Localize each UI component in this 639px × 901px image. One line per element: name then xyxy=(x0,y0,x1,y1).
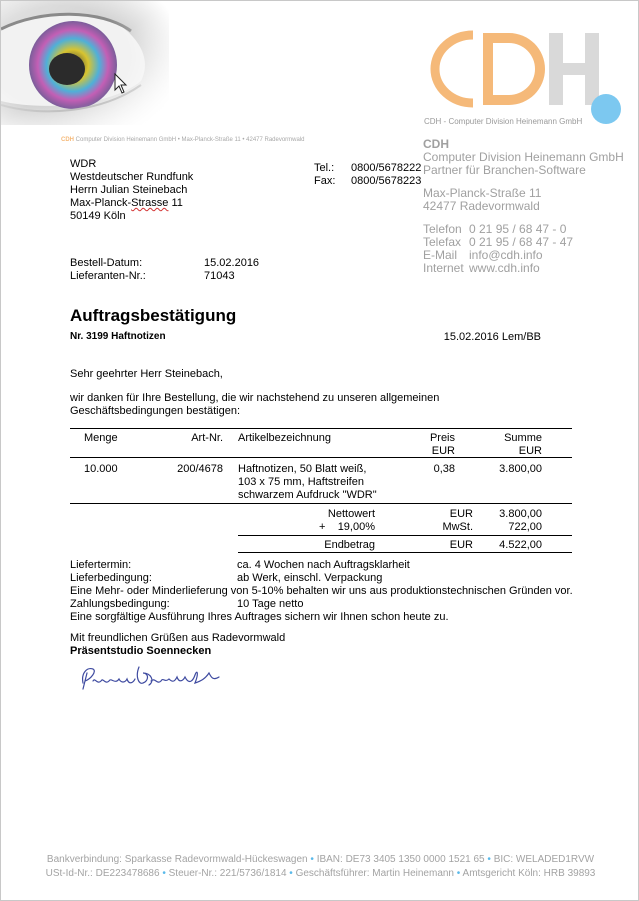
net-currency: EUR xyxy=(449,508,473,520)
vat-value: 722,00 xyxy=(508,521,542,533)
document-date-reference: 15.02.2016 Lem/BB xyxy=(443,331,541,343)
recipient-line1: WDR xyxy=(70,158,97,170)
company-city: 42477 Radevormwald xyxy=(423,199,540,213)
condition-value: ab Werk, einschl. Verpackung xyxy=(237,572,383,584)
delivery-value: ca. 4 Wochen nach Auftragsklarheit xyxy=(237,559,410,571)
company-name: CDH xyxy=(423,137,449,151)
recipient-city: 50149 Köln xyxy=(70,210,126,222)
total-value: 4.522,00 xyxy=(499,539,542,551)
document-number: Nr. 3199 Haftnotizen xyxy=(70,331,166,342)
company-street: Max-Planck-Straße 11 xyxy=(423,186,542,200)
row-price: 0,38 xyxy=(433,463,455,475)
sender-address: Computer Division Heinemann GmbH • Max-Planck-Straße 11 • 42477 Radevormwald xyxy=(75,137,305,143)
sender-line xyxy=(61,137,305,143)
totals-rule-bottom xyxy=(238,552,572,553)
table-header-rule xyxy=(70,457,572,458)
totals-rule-top xyxy=(238,535,572,536)
signoff-greeting: Mit freundlichen Grüßen aus Radevormwald xyxy=(70,632,286,644)
company-block xyxy=(423,138,624,275)
document-title: Auftragsbestätigung xyxy=(70,306,237,325)
footer-line1: Bankverbindung: Sparkasse Radevormwald-Hückeswagen • IBAN: DE73 3405 1350 0000 1521 65 • BIC: WELADED1RVW xyxy=(46,854,595,865)
tolerance-text: Eine Mehr- oder Minderlieferung von 5-10% behalten wir uns aus produktionstechnischen Gründen vor. xyxy=(70,585,573,597)
order-info: Bestell-Datum: 15.02.2016 Lieferanten-Nr.: 71043 xyxy=(70,257,260,282)
terms-block: Liefertermin: ca. 4 Wochen nach Auftragsklarheit Lieferbedingung: ab Werk, einschl. Verpackung Eine Mehr- oder Minderlieferung von 5-10% behalten wir uns aus produktionstechnischen Gründen vor. Zahlungsbedingung: 10 Tage netto Eine sorgfältige Ausführung Ihres Auftrages sichern wir Ihnen schon heute zu. xyxy=(70,559,590,624)
recipient-street: Max-Planck-Strasse 11 xyxy=(70,197,183,209)
eye-photo xyxy=(1,1,169,125)
intro-text: wir danken für Ihre Bestellung, die wir nachstehend zu unseren allgemeinen Geschäftsbedingungen bestätigen: xyxy=(70,392,440,417)
payment-value: 10 Tage netto xyxy=(237,598,304,610)
supplier-number: 71043 xyxy=(204,270,235,282)
company-email[interactable]: E-Mail info@cdh.info xyxy=(423,248,543,262)
header-art: Art-Nr. xyxy=(191,432,223,444)
table-top-rule xyxy=(70,428,572,429)
row-qty: 10.000 xyxy=(84,463,118,475)
recipient-address xyxy=(70,158,193,223)
vat-label: MwSt. xyxy=(442,521,473,533)
table-body-rule xyxy=(70,503,572,504)
header-desc: Artikelbezeichnung xyxy=(238,432,331,444)
row-sum: 3.800,00 xyxy=(499,463,542,475)
company-phone: Telefon 0 21 95 / 68 47 - 0 xyxy=(423,222,567,236)
recipient-line2: Westdeutscher Rundfunk xyxy=(70,171,194,183)
signoff-company: Präsentstudio Soennecken xyxy=(70,645,212,657)
recipient-line3: Herrn Julian Steinebach xyxy=(70,184,188,196)
net-label: Nettowert xyxy=(327,508,375,520)
row-art: 200/4678 xyxy=(177,463,223,475)
fax-value: 0800/5678223 xyxy=(351,175,422,187)
footer-line2: USt-Id-Nr.: DE223478686 • Steuer-Nr.: 221/5736/1814 • Geschäftsführer: Martin Heinemann • Amtsgericht Köln: HRB 39893 xyxy=(45,868,596,879)
company-fax: Telefax 0 21 95 / 68 47 - 47 xyxy=(423,235,574,249)
header-sum: Summe EUR xyxy=(504,432,542,457)
order-date: 15.02.2016 xyxy=(204,257,260,269)
total-label: Endbetrag xyxy=(324,539,375,551)
header-price: Preis EUR xyxy=(429,432,455,457)
phone-block: Tel.: 0800/5678222 Fax: 0800/5678223 xyxy=(314,162,422,187)
logo-tagline: CDH - Computer Division Heinemann GmbH xyxy=(424,117,583,126)
signature xyxy=(77,659,237,695)
header-qty: Menge xyxy=(84,432,118,444)
sender-brand: CDH xyxy=(61,137,74,143)
vat-rate: 19,00% xyxy=(337,521,375,533)
company-line1: Computer Division Heinemann GmbH xyxy=(423,150,624,164)
total-currency: EUR xyxy=(449,539,473,551)
company-line2: Partner für Branchen-Software xyxy=(423,163,586,177)
vat-sign: + xyxy=(319,521,326,533)
company-website[interactable]: Internet www.cdh.info xyxy=(423,261,540,275)
closing-text: Eine sorgfältige Ausführung Ihres Auftrages sichern wir Ihnen schon heute zu. xyxy=(70,611,449,623)
net-value: 3.800,00 xyxy=(499,508,542,520)
tel-value: 0800/5678222 xyxy=(351,162,422,174)
salutation: Sehr geehrter Herr Steinebach, xyxy=(70,368,223,380)
row-desc: Haftnotizen, 50 Blatt weiß, 103 x 75 mm, Haftstreifen schwarzem Aufdruck "WDR" xyxy=(238,463,377,501)
company-logo xyxy=(421,29,621,129)
